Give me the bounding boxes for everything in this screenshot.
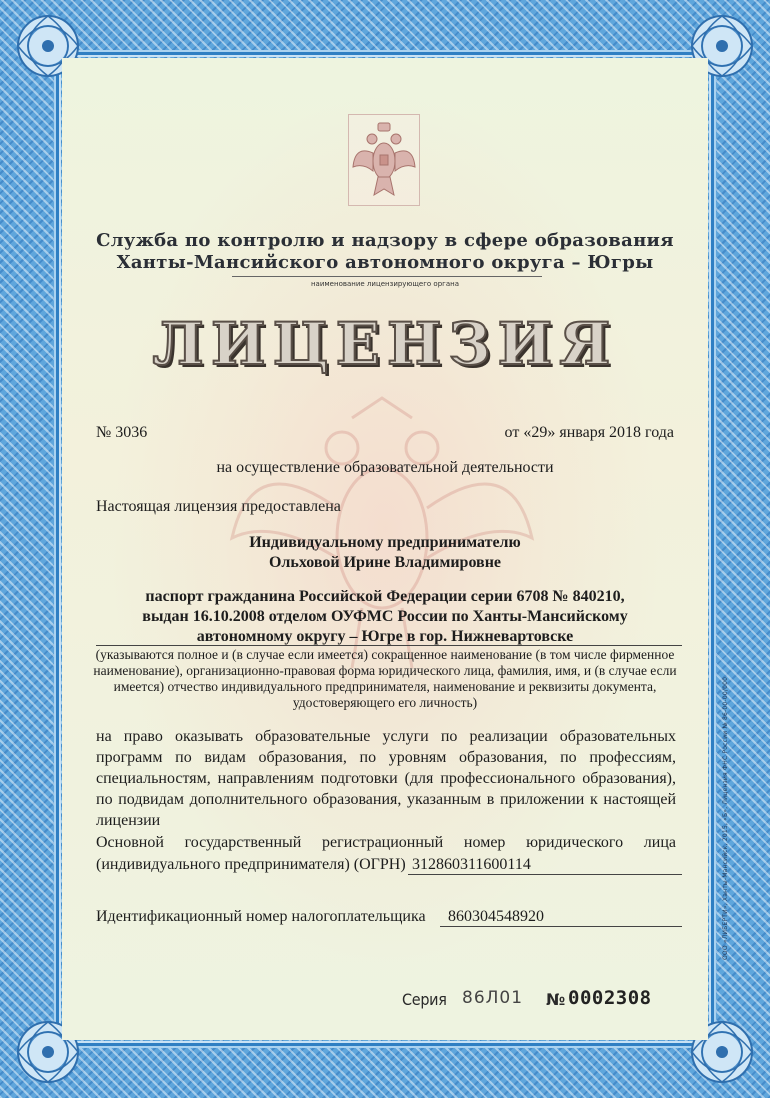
granted-intro: Настоящая лицензия предоставлена — [96, 498, 341, 515]
inn-label: Идентификационный номер налогоплательщика — [96, 908, 426, 925]
authority-line-1: Служба по контролю и надзору в сфере образования — [96, 230, 674, 251]
right-description: на право оказывать образовательные услуги по реализации образовательных программ по видам образования, по уровням образования, по профессиям, специальностям, направлениям подготовки (для профессионального образования), по подвидам дополнительного образования, указанным в приложении к настоящей лицензии — [96, 728, 676, 829]
grantee-note-line-3: имеется) отчество индивидуального предпринимателя, наименование и реквизиты документа, — [113, 679, 657, 694]
license-activity: на осуществление образовательной деятельности — [216, 459, 554, 476]
license-number: № 3036 — [96, 424, 148, 441]
passport-line-1: паспорт гражданина Российской Федерации серии 6708 № 840210, — [145, 588, 625, 605]
license-paper — [62, 58, 708, 1040]
blank-number-value: 0002308 — [568, 987, 652, 1009]
ogrn-label-line-1: Основной государственный регистрационный номер юридического лица — [96, 834, 676, 851]
blank-number-label: № — [546, 990, 566, 1009]
grantee-note-line-4: удостоверяющего его личность) — [292, 695, 478, 710]
inn-underline — [440, 926, 682, 927]
series-value: 86Л01 — [462, 988, 524, 1008]
authority-underline — [232, 276, 542, 277]
ogrn-value: 312860311600114 — [412, 856, 531, 873]
authority-caption: наименование лицензирующего органа — [310, 280, 459, 288]
inn-value: 860304548920 — [448, 908, 544, 925]
authority-line-2: Ханты-Мансийского автономного округа – Югры — [116, 252, 654, 273]
grantee-name-line-2: Ольховой Ирине Владимировне — [268, 554, 502, 571]
passport-line-2: выдан 16.10.2008 отделом ОУФМС России по Ханты-Мансийскому — [142, 608, 628, 625]
printer-note: ООО «ЛИБЕРТИ», Ханты-Мансийск, 2015, «Б», Лицензия ФНС России № 86-00-00/000 — [722, 676, 729, 960]
series-label: Серия — [402, 990, 447, 1009]
grantee-note-line-2: наименование), организационно-правовая форма юридического лица, фамилия, имя, и (в случае если — [93, 663, 677, 678]
document-title: ЛИЦЕНЗИЯ — [152, 310, 618, 378]
ogrn-label-line-2: (индивидуального предпринимателя) (ОГРН) — [96, 856, 406, 873]
ogrn-underline — [408, 874, 682, 875]
grantee-name-line-1: Индивидуальному предпринимателю — [249, 534, 521, 551]
license-date: от «29» января 2018 года — [504, 424, 674, 441]
coat-of-arms-frame — [348, 114, 420, 206]
coat-of-arms-icon — [349, 115, 419, 205]
passport-line-3: автономному округу – Югре в гор. Нижневартовске — [196, 628, 574, 645]
grantee-underline — [96, 645, 682, 646]
grantee-note-line-1: (указываются полное и (в случае если имеется) сокращенное наименование (в том числе фирменное — [95, 647, 675, 662]
